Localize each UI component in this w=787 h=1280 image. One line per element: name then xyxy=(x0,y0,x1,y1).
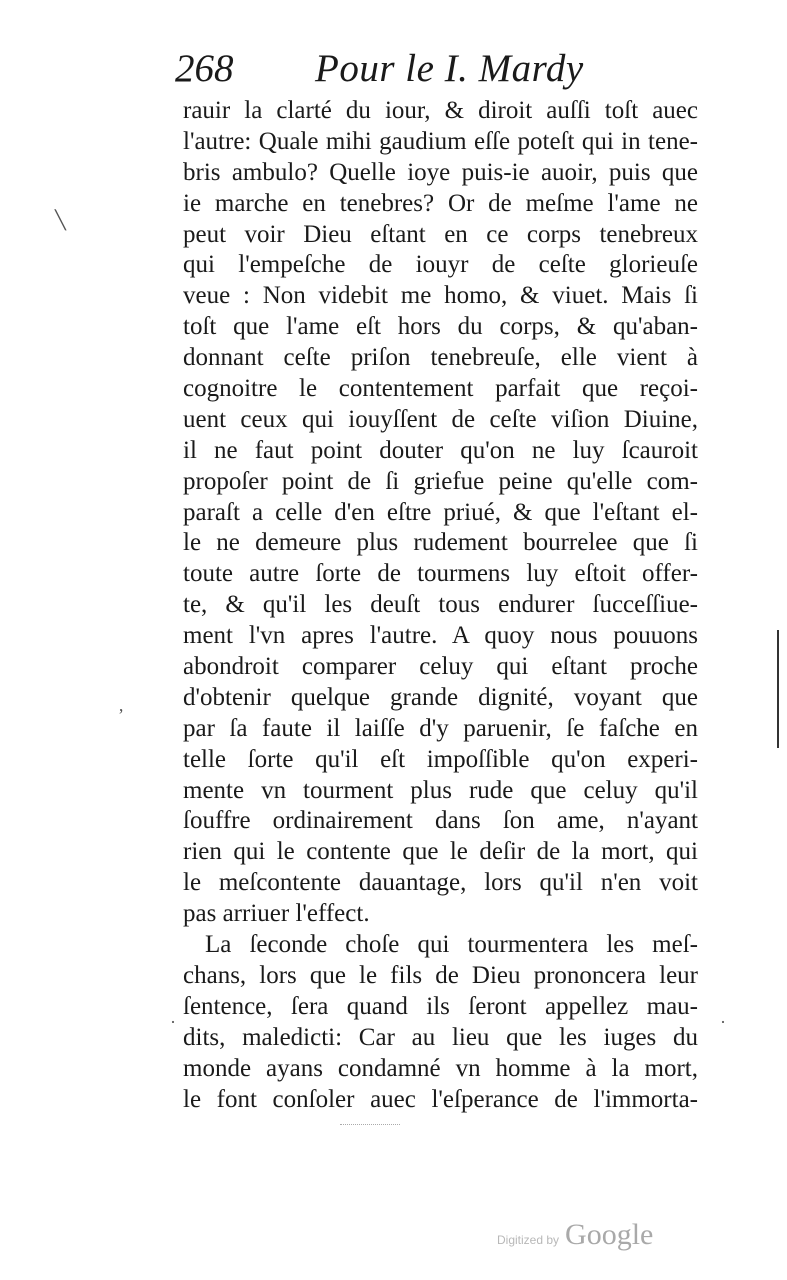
text-line: veue : Non videbit me homo, & viuet. Mais ſi xyxy=(183,282,698,310)
body-text xyxy=(183,96,698,1115)
text-line: ſouffre ordinairement dans ſon ame, n'ayant xyxy=(183,807,698,835)
gutter-rule xyxy=(777,630,779,748)
catchword-trace xyxy=(340,1124,400,1129)
text-line: rien qui le contente que le deſir de la mort, qui xyxy=(183,838,698,866)
text-line: uent ceux qui iouyſſent de ceſte viſion Diuine, xyxy=(183,405,698,433)
text-line-paragraph-start: La ſeconde choſe qui tourmentera les meſ- xyxy=(205,931,698,959)
text-line: donnant ceſte priſon tenebreuſe, elle vient à xyxy=(183,344,698,372)
google-logo: Google xyxy=(565,1218,654,1251)
text-line: le meſcontente dauantage, lors qu'il n'en voit xyxy=(183,869,698,897)
text-line: abondroit comparer celuy qui eſtant proche xyxy=(183,653,698,681)
text-line: ie marche en tenebres? Or de meſme l'ame ne xyxy=(183,189,698,217)
text-line: paraſt a celle d'en eſtre priué, & que l'eſtant el- xyxy=(183,498,698,526)
text-line: ment l'vn apres l'autre. A quoy nous pouuons xyxy=(183,622,698,650)
text-line: peut voir Dieu eſtant en ce corps tenebreux xyxy=(183,220,698,248)
text-line: par ſa faute il laiſſe d'y paruenir, ſe faſche en xyxy=(183,714,698,742)
text-line: ſentence, ſera quand ils ſeront appellez mau- xyxy=(183,992,698,1020)
text-line: le ne demeure plus rudement bourrelee que ſi xyxy=(183,529,698,557)
text-line: toſt que l'ame eſt hors du corps, & qu'aban- xyxy=(183,313,698,341)
text-line: monde ayans condamné vn homme à la mort, xyxy=(183,1054,698,1082)
text-line: rauir la clarté du iour, & diroit auſſi toſt auec xyxy=(183,97,698,124)
text-line: propoſer point de ſi griefue peine qu'elle com- xyxy=(183,467,698,495)
text-line: chans, lors que le fils de Dieu prononcera leur xyxy=(183,961,698,989)
google-watermark xyxy=(497,1218,653,1258)
text-line-paragraph-end: pas arriuer l'effect. xyxy=(183,900,370,928)
text-line: mente vn tourment plus rude que celuy qu'il xyxy=(183,776,698,804)
text-line: bris ambulo? Quelle ioye puis-ie auoir, puis que xyxy=(183,158,698,186)
text-line: l'autre: Quale mihi gaudium eſſe poteſt qui in tene- xyxy=(183,127,698,155)
page-header xyxy=(175,44,695,94)
text-line: le font conſoler auec l'eſperance de l'immorta- xyxy=(183,1085,698,1113)
text-line: cognoitre le contentement parfait que reçoi- xyxy=(183,375,698,403)
text-line: toute autre ſorte de tourmens luy eſtoit offer- xyxy=(183,560,698,588)
page-number: 268 xyxy=(175,47,234,90)
margin-tick-mark: · xyxy=(170,1012,176,1032)
margin-tick-mark: ╲ xyxy=(55,210,66,230)
digitized-by-label: Digitized by xyxy=(497,1233,560,1247)
margin-tick-mark: · xyxy=(720,1012,726,1032)
text-line: dits, maledicti: Car au lieu que les iuges du xyxy=(183,1023,698,1051)
running-title: Pour le I. Mardy xyxy=(315,47,584,90)
text-line: telle ſorte qu'il eſt impoſſible qu'on experi- xyxy=(183,745,698,773)
text-line: qui l'empeſche de iouyr de ceſte glorieuſe xyxy=(183,251,698,279)
text-line: d'obtenir quelque grande dignité, voyant que xyxy=(183,683,698,711)
text-line: il ne faut point douter qu'on ne luy ſcauroit xyxy=(183,436,698,464)
text-line: te, & qu'il les deuſt tous endurer ſucceſſiue- xyxy=(183,591,698,619)
margin-tick-mark: ʼ xyxy=(118,705,124,725)
